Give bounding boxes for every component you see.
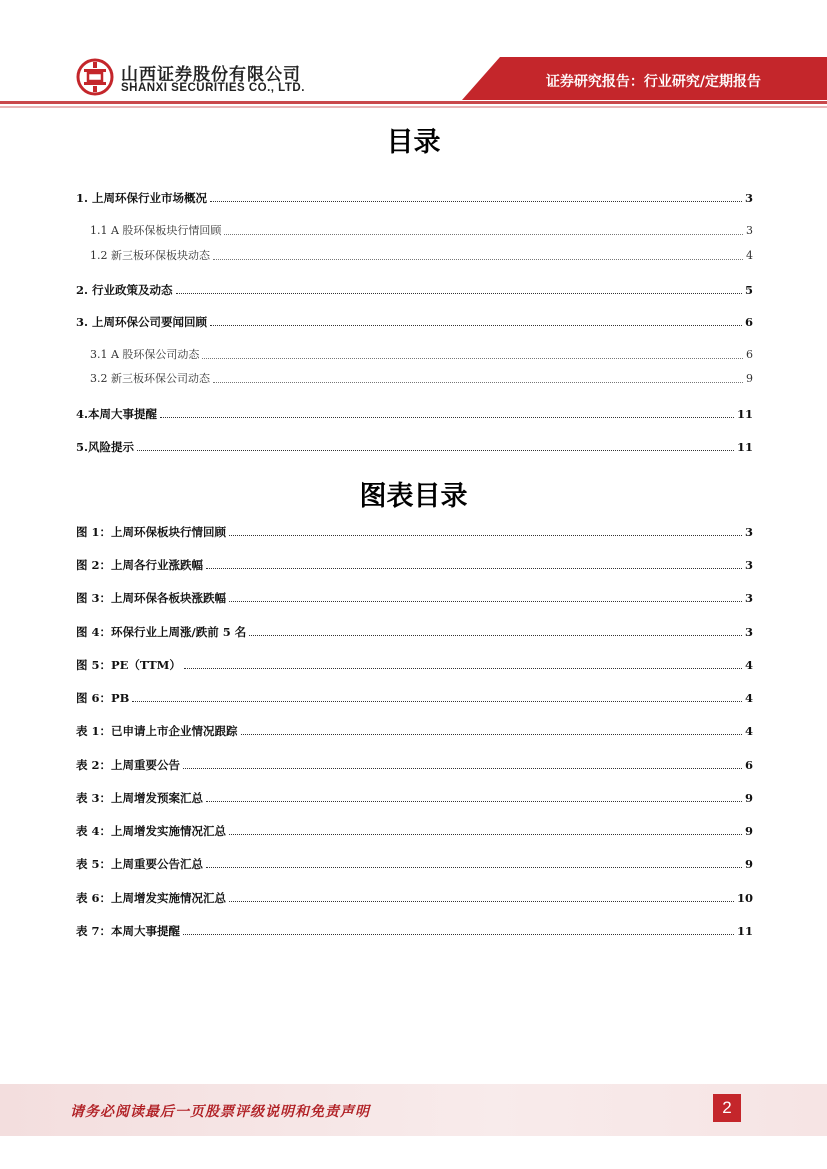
toc-item[interactable] [90,347,753,363]
leader-dots [183,767,742,769]
leader-dots [241,733,742,735]
figure-item-page: 3 [744,558,753,572]
figure-item-label: 图 5：PE（TTM） [76,658,181,672]
header-rule-thin [0,106,827,108]
toc-item[interactable] [76,406,753,422]
page-header [0,0,827,110]
leader-dots [206,866,742,868]
header-rule [0,101,827,104]
toc-item[interactable] [76,190,753,206]
leader-dots [183,933,734,935]
leader-dots [176,292,742,294]
figure-item-page: 11 [736,924,753,938]
figure-item[interactable] [76,624,753,640]
figure-item-label: 图 1：上周环保板块行情回顾 [76,525,227,539]
toc-item-page: 11 [736,407,753,421]
toc-item-label: 1.1 A 股环保板块行情回顾 [90,224,222,237]
toc-item-label: 3.2 新三板环保公司动态 [90,372,210,385]
figure-item-label: 表 5：上周重要公告汇总 [76,857,204,871]
figure-item[interactable] [76,923,753,939]
figure-item-page: 10 [736,891,753,905]
figure-item-page: 3 [744,625,753,639]
figures-title: 图表目录 [359,481,468,512]
leader-dots [210,324,742,326]
leader-dots [210,200,742,202]
leader-dots [249,634,742,636]
toc-item-page: 3 [744,191,753,205]
figure-item[interactable] [76,590,753,606]
toc-item[interactable] [90,248,753,264]
toc-item-label: 1.2 新三板环保板块动态 [90,249,210,262]
toc-item-label: 3.1 A 股环保公司动态 [90,348,200,361]
figure-item[interactable] [76,723,753,739]
figure-item-label: 图 3：上周环保各板块涨跌幅 [76,591,227,605]
figure-item-page: 3 [744,525,753,539]
toc-title: 目录 [386,127,441,158]
toc-item-page: 6 [744,315,753,329]
figure-item-label: 表 2：上周重要公告 [76,758,181,772]
leader-dots [229,900,734,902]
toc-item-label: 4.本周大事提醒 [76,407,158,421]
figure-item-page: 3 [744,591,753,605]
figure-item-page: 9 [744,824,753,838]
figure-item-label: 表 3：上周增发预案汇总 [76,791,204,805]
leader-dots [213,381,743,383]
figure-item[interactable] [76,856,753,872]
figure-item[interactable] [76,890,753,906]
report-type-label: 证券研究报告：行业研究/定期报告 [545,74,761,90]
toc-item-label: 1. 上周环保行业市场概况 [76,191,208,205]
figure-item-label: 图 6：PB [76,691,130,705]
figure-item-label: 表 6：上周增发实施情况汇总 [76,891,227,905]
toc-item-page: 3 [746,224,753,237]
toc-item[interactable] [76,282,753,298]
toc-item-label: 3. 上周环保公司要闻回顾 [76,315,208,329]
page-number: 2 [713,1094,741,1122]
leader-dots [206,800,742,802]
figure-item[interactable] [76,823,753,839]
figure-item-page: 9 [744,857,753,871]
footer-disclaimer: 请务必阅读最后一页股票评级说明和免责声明 [70,1104,370,1120]
toc-item-label: 2. 行业政策及动态 [76,283,173,297]
leader-dots [224,233,743,235]
figure-item-page: 4 [744,724,753,738]
figure-item-page: 9 [744,791,753,805]
figure-item-label: 图 2：上周各行业涨跌幅 [76,558,204,572]
leader-dots [229,833,742,835]
leader-dots [160,416,734,418]
company-name-en: SHANXI SECURITIES CO., LTD. [121,82,305,94]
leader-dots [202,357,743,359]
figure-item-label: 图 4：环保行业上周涨/跌前 5 名 [76,625,247,639]
toc-item[interactable] [76,439,753,455]
leader-dots [229,600,742,602]
leader-dots [137,449,734,451]
figure-item[interactable] [76,690,753,706]
toc-item-label: 5.风险提示 [76,440,135,454]
figure-item[interactable] [76,790,753,806]
figure-item[interactable] [76,524,753,540]
toc-item[interactable] [90,223,753,239]
figure-item-page: 4 [744,658,753,672]
figure-item-label: 表 1：已申请上市企业情况跟踪 [76,724,238,738]
leader-dots [213,258,743,260]
toc-item-page: 9 [746,372,753,385]
figure-item-label: 表 4：上周增发实施情况汇总 [76,824,227,838]
leader-dots [206,567,742,569]
leader-dots [132,700,742,702]
figure-item[interactable] [76,757,753,773]
leader-dots [229,534,742,536]
company-name-cn: 山西证券股份有限公司 [121,65,301,85]
toc-item-page: 11 [736,440,753,454]
figure-item-page: 6 [744,758,753,772]
toc-item-page: 4 [746,249,753,262]
figure-item-page: 4 [744,691,753,705]
leader-dots [184,667,742,669]
company-seal-icon [76,58,114,96]
toc-item-page: 5 [744,283,753,297]
figure-item[interactable] [76,557,753,573]
figure-item[interactable] [76,657,753,673]
figure-item-label: 表 7：本周大事提醒 [76,924,181,938]
toc-item-page: 6 [746,348,753,361]
toc-item[interactable] [90,371,753,387]
toc-item[interactable] [76,314,753,330]
